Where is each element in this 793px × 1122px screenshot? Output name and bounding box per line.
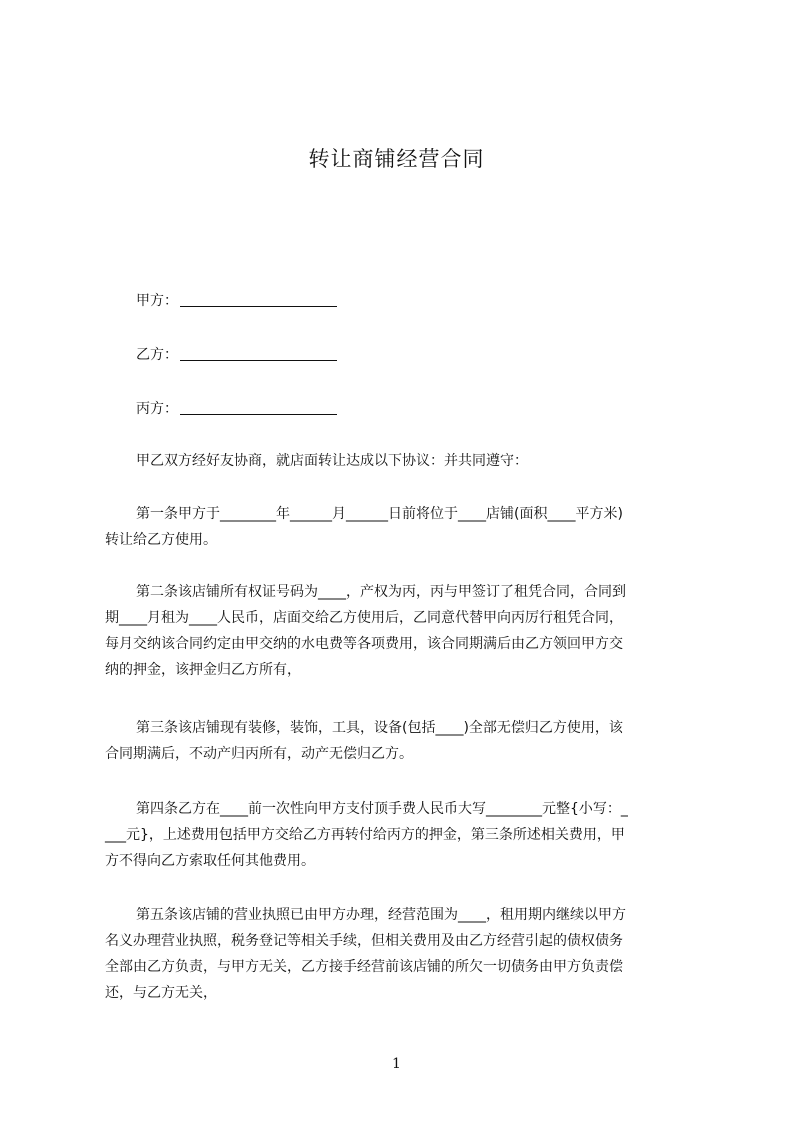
party-a-blank — [180, 292, 337, 307]
party-a-line — [136, 292, 337, 310]
party-c-blank — [180, 400, 337, 415]
clause-3-line: 合同期满后，不动产归丙所有，动产无偿归乙方。 — [105, 746, 413, 762]
intro-paragraph — [105, 448, 701, 474]
party-b-line — [136, 346, 337, 364]
party-b-blank — [180, 346, 337, 361]
intro-text: 甲乙双方经好友协商，就店面转让达成以下协议：并共同遵守： — [136, 453, 528, 469]
document-title: 转让商铺经营合同 — [308, 147, 485, 171]
clause-3-line: 第三条该店铺现有装修，装饰，工具，设备(包括____)全部无偿归乙方使用，该 — [136, 720, 623, 736]
clause-4-line: 第四条乙方在____前一次性向甲方支付顶手费人民币大写________元整{小写：_ — [136, 801, 628, 817]
clause-2-line: 第二条该店铺所有权证号码为____，产权为丙，丙与甲签订了租凭合同，合同到 — [136, 584, 626, 600]
clause-5 — [105, 902, 701, 1006]
clause-1-line: 第一条甲方于________年______月______日前将位于____店铺(面积____平方米) — [136, 506, 623, 522]
clause-2-line: 期____月租为____人民币，店面交给乙方使用后，乙同意代替甲向丙厉行租凭合同， — [105, 610, 623, 626]
party-a-label: 甲方： — [136, 293, 178, 309]
party-b-label: 乙方： — [136, 347, 178, 363]
clause-1 — [105, 501, 701, 553]
clause-4 — [105, 796, 701, 874]
clause-1-line: 转让给乙方使用。 — [105, 532, 217, 548]
party-c-label: 丙方： — [136, 401, 178, 417]
page-number: 1 — [392, 1056, 401, 1072]
party-c-line — [136, 400, 337, 418]
clause-3 — [105, 715, 701, 767]
clause-4-line: 方不得向乙方索取任何其他费用。 — [105, 853, 315, 869]
clause-5-line: 全部由乙方负责，与甲方无关，乙方接手经营前该店铺的所欠一切债务由甲方负责偿 — [105, 959, 623, 975]
clause-5-line: 第五条该店铺的营业执照已由甲方办理，经营范围为____，租用期内继续以甲方 — [136, 907, 626, 923]
clause-4-line: ___元}，上述费用包括甲方交给乙方再转付给丙方的押金，第三条所述相关费用，甲 — [105, 827, 625, 843]
clause-2-line: 每月交纳该合同约定由甲交纳的水电费等各项费用，该合同期满后由乙方领回甲方交 — [105, 636, 623, 652]
clause-5-line: 名义办理营业执照，税务登记等相关手续，但相关费用及由乙方经营引起的债权债务 — [105, 933, 623, 949]
clause-5-line: 还，与乙方无关， — [105, 985, 217, 1001]
clause-2 — [105, 579, 701, 683]
clause-2-line: 纳的押金，该押金归乙方所有， — [105, 662, 301, 678]
